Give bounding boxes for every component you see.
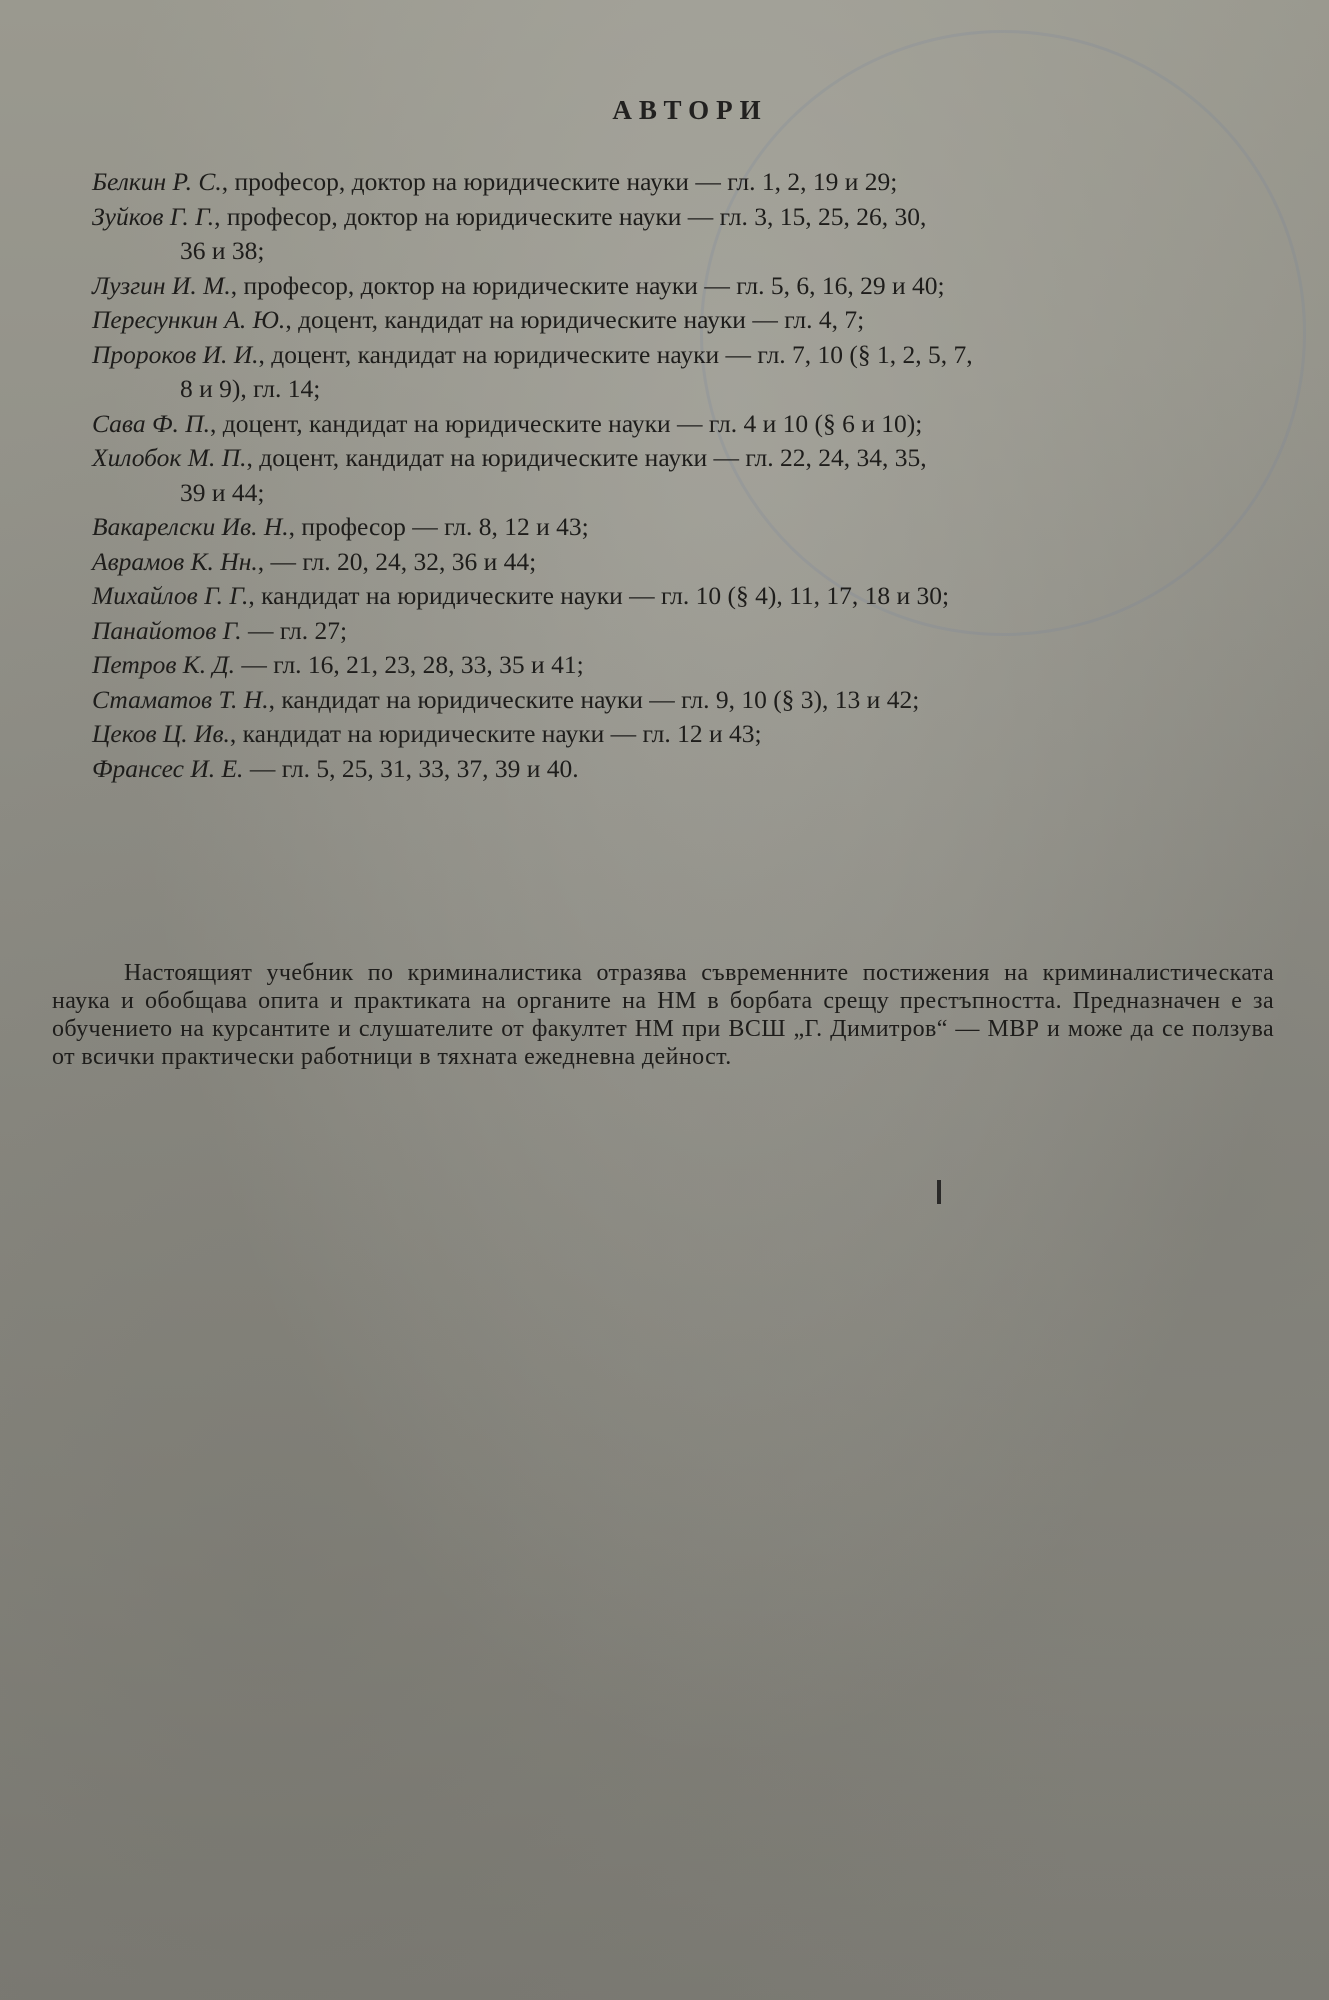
author-name: Панайотов Г. <box>92 615 242 645</box>
author-details: , доцент, кандидат на юридическите науки — гл. 4, 7; <box>285 305 865 334</box>
author-name: Хилобок М. П. <box>92 443 247 472</box>
author-details: — гл. 5, 25, 31, 33, 37, 39 и 40. <box>243 753 579 783</box>
author-entry <box>92 614 1292 649</box>
author-entry <box>92 545 1292 580</box>
author-name: Петров К. Д. <box>92 650 236 679</box>
author-details: — гл. 16, 21, 23, 28, 33, 35 и 41; <box>235 650 584 679</box>
author-name: Зуйков Г. Г. <box>92 201 215 231</box>
author-entry <box>92 683 1292 718</box>
author-name: Пророков И. И. <box>92 339 259 369</box>
author-entry <box>92 510 1292 545</box>
author-details: , професор, доктор на юридическите науки — гл. 5, 6, 16, 29 и 40; <box>230 270 945 300</box>
author-entry <box>92 200 1292 269</box>
author-details: , професор — гл. 8, 12 и 43; <box>288 512 589 541</box>
page-title: АВТОРИ <box>612 95 768 125</box>
author-entry <box>92 269 1292 304</box>
author-entry <box>92 717 1292 752</box>
author-details: , професор, доктор на юридическите науки — гл. 1, 2, 19 и 29; <box>221 167 898 196</box>
author-details: — гл. 27; <box>241 615 348 645</box>
author-name: Франсес И. Е. <box>92 753 244 783</box>
author-entry <box>92 338 1292 407</box>
author-entry <box>92 441 1292 510</box>
author-name: Цеков Ц. Ив. <box>92 719 230 748</box>
author-details: , доцент, кандидат на юридическите науки — гл. 7, 10 (§ 1, 2, 5, 7, <box>258 339 973 369</box>
author-details: , — гл. 20, 24, 32, 36 и 44; <box>257 546 537 576</box>
author-name: Белкин Р. С. <box>92 167 222 196</box>
author-name: Сава Ф. П. <box>92 408 210 438</box>
authors-list <box>92 165 1292 786</box>
book-description: Настоящият учебник по криминалистика отразява съвременните постижения на криминалистическата наука и обобщава опита и практиката на органите на НМ в борбата срещу престъпността. Предназначен е за обучението на курсантите и слушателите от факултет НМ при ВСШ „Г. Димитров“ — МВР и може да се ползува от всички практически работници в тяхната ежедневна дейност. <box>52 960 1274 1070</box>
author-entry <box>92 165 1292 200</box>
author-details-continued: 36 и 38; <box>180 236 265 265</box>
author-name: Лузгин И. М. <box>92 270 231 300</box>
author-details-continued: 8 и 9), гл. 14; <box>180 374 321 403</box>
author-details: , професор, доктор на юридическите науки — гл. 3, 15, 25, 26, 30, <box>214 201 927 231</box>
author-name: Михайлов Г. Г. <box>92 581 249 610</box>
ink-mark <box>937 1180 941 1204</box>
author-entry <box>92 648 1292 683</box>
author-entry <box>92 407 1292 442</box>
author-entry <box>92 303 1292 338</box>
author-details: , кандидат на юридическите науки — гл. 12 и 43; <box>229 719 762 748</box>
author-entry <box>92 579 1292 614</box>
author-details-continued: 39 и 44; <box>180 477 265 507</box>
author-entry <box>92 752 1292 787</box>
author-name: Вакарелски Ив. Н. <box>92 512 289 541</box>
author-name: Аврамов К. Нн. <box>92 546 258 576</box>
author-name: Стаматов Т. Н. <box>92 684 269 714</box>
author-details: , доцент, кандидат на юридическите науки — гл. 4 и 10 (§ 6 и 10); <box>210 408 923 438</box>
author-details: , кандидат на юридическите науки — гл. 9, 10 (§ 3), 13 и 42; <box>268 684 920 714</box>
author-details: , кандидат на юридическите науки — гл. 10 (§ 4), 11, 17, 18 и 30; <box>248 581 950 610</box>
author-details: , доцент, кандидат на юридическите науки — гл. 22, 24, 34, 35, <box>246 443 927 472</box>
author-name: Пересункин А. Ю. <box>92 305 286 334</box>
